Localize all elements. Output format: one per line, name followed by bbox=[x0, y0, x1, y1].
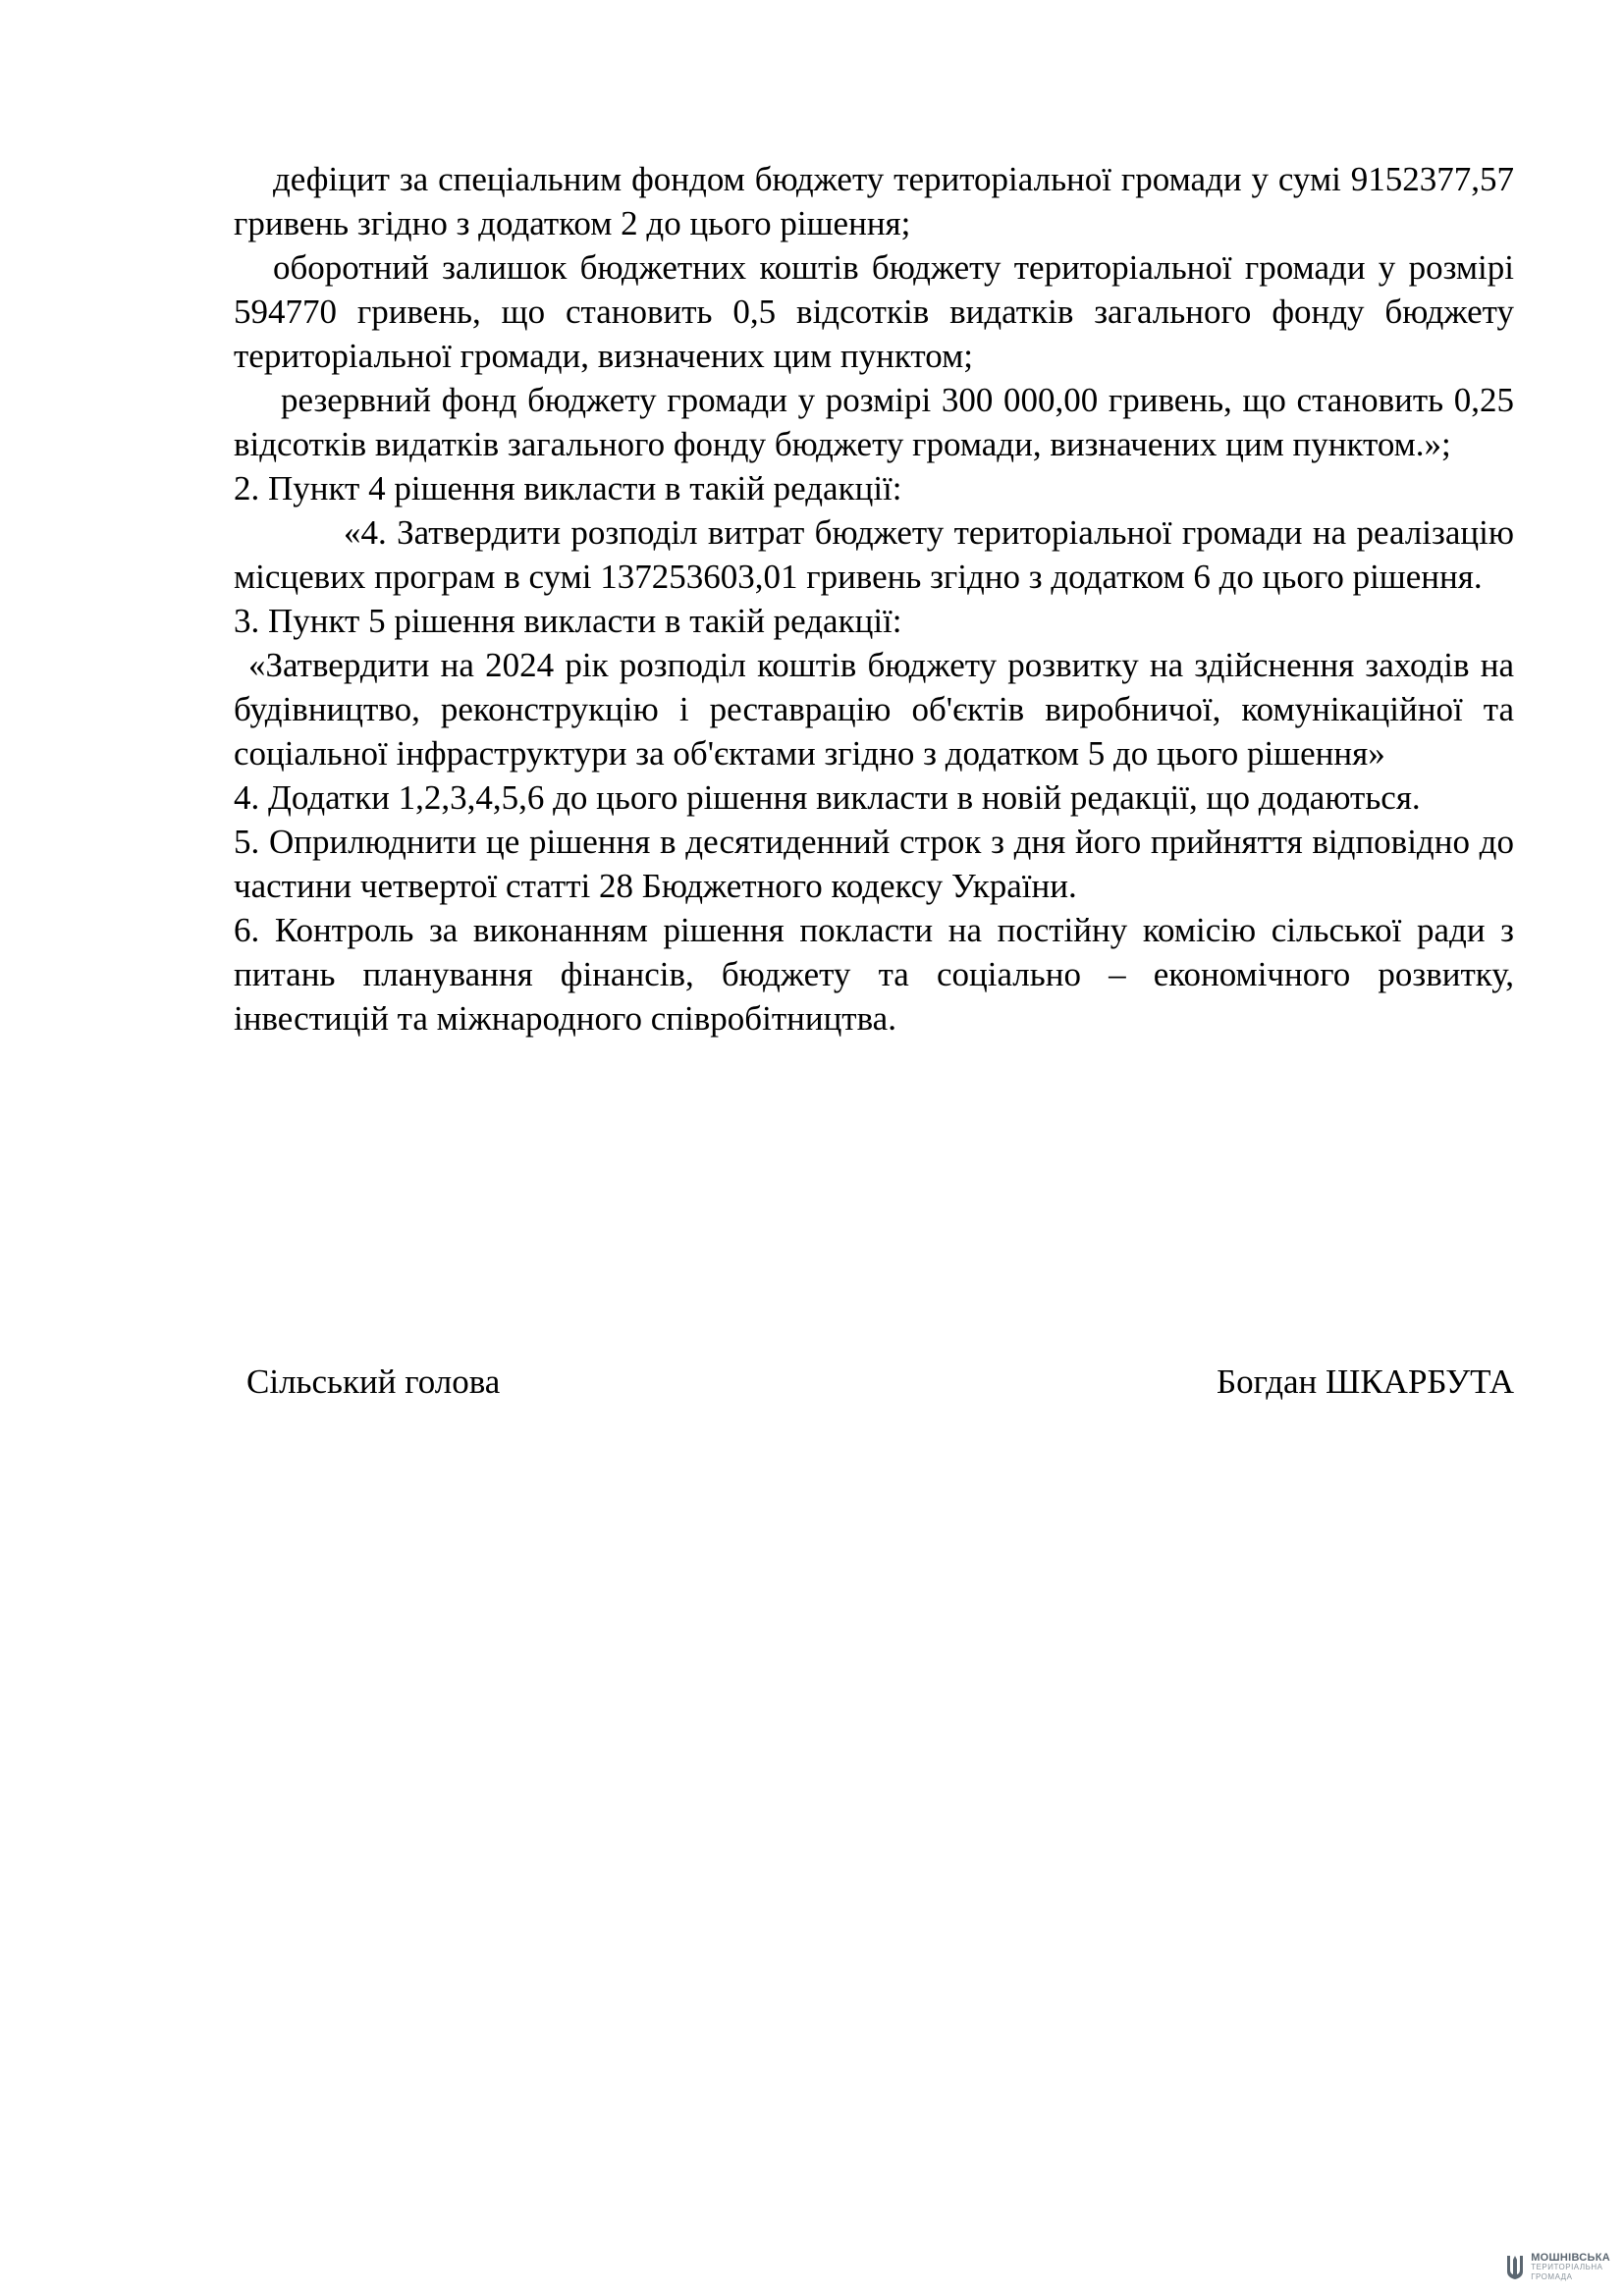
logo-line-2: ТЕРИТОРІАЛЬНА bbox=[1531, 2263, 1603, 2271]
paragraph-item-3: 3. Пункт 5 рішення викласти в такій редакції: bbox=[234, 602, 902, 640]
signature-block bbox=[246, 1360, 1514, 1404]
logo-line-1: МОШНІВСЬКА bbox=[1531, 2252, 1610, 2264]
signature-name: Богдан ШКАРБУТА bbox=[1217, 1362, 1514, 1401]
document-body bbox=[234, 157, 1514, 1041]
paragraph-reserve-fund: резервний фонд бюджету громади у розмірі 300 000,00 гривень, що становить 0,25 відсотків видатків загального фонду бюджету громади, визначених цим пунктом.»; bbox=[234, 381, 1514, 463]
paragraph-item-5-quote: «Затвердити на 2024 рік розподіл коштів бюджету розвитку на здійснення заходів на будівництво, реконструкцію і реставрацію об'єктів виробничої, комунікаційної та соціальної інфраструктури за об'єктами згідно з додатком 5 до цього рішення» bbox=[234, 646, 1514, 773]
trident-emblem-icon bbox=[1505, 2254, 1525, 2281]
signature-title: Сільський голова bbox=[246, 1362, 501, 1401]
paragraph-item-4-appendices: 4. Додатки 1,2,3,4,5,6 до цього рішення викласти в новій редакції, що додаються. bbox=[234, 778, 1421, 817]
logo-text bbox=[1531, 2253, 1610, 2282]
paragraph-deficit-special-fund: дефіцит за спеціальним фондом бюджету територіальної громади у сумі 9152377,57 гривень згідно з додатком 2 до цього рішення; bbox=[234, 160, 1514, 242]
paragraph-item-4-quote: «4. Затвердити розподіл витрат бюджету територіальної громади на реалізацію місцевих програм в сумі 137253603,01 гривень згідно з додатком 6 до цього рішення. bbox=[234, 513, 1514, 596]
paragraph-item-2: 2. Пункт 4 рішення викласти в такій редакції: bbox=[234, 469, 902, 507]
paragraph-item-6-control: 6. Контроль за виконанням рішення покласти на постійну комісію сільської ради з питань планування фінансів, бюджету та соціально – економічного розвитку, інвестицій та міжнародного співробітництва. bbox=[234, 911, 1514, 1038]
paragraph-item-5-publish: 5. Оприлюднити це рішення в десятиденний строк з дня його прийняття відповідно до частини четвертої статті 28 Бюджетного кодексу України. bbox=[234, 823, 1514, 905]
community-logo bbox=[1505, 2253, 1610, 2282]
paragraph-working-balance: оборотний залишок бюджетних коштів бюджету територіальної громади у розмірі 594770 гривень, що становить 0,5 відсотків видатків загального фонду бюджету територіальної громади, визначених цим пунктом; bbox=[234, 248, 1514, 375]
logo-line-3: ГРОМАДА bbox=[1531, 2272, 1573, 2281]
